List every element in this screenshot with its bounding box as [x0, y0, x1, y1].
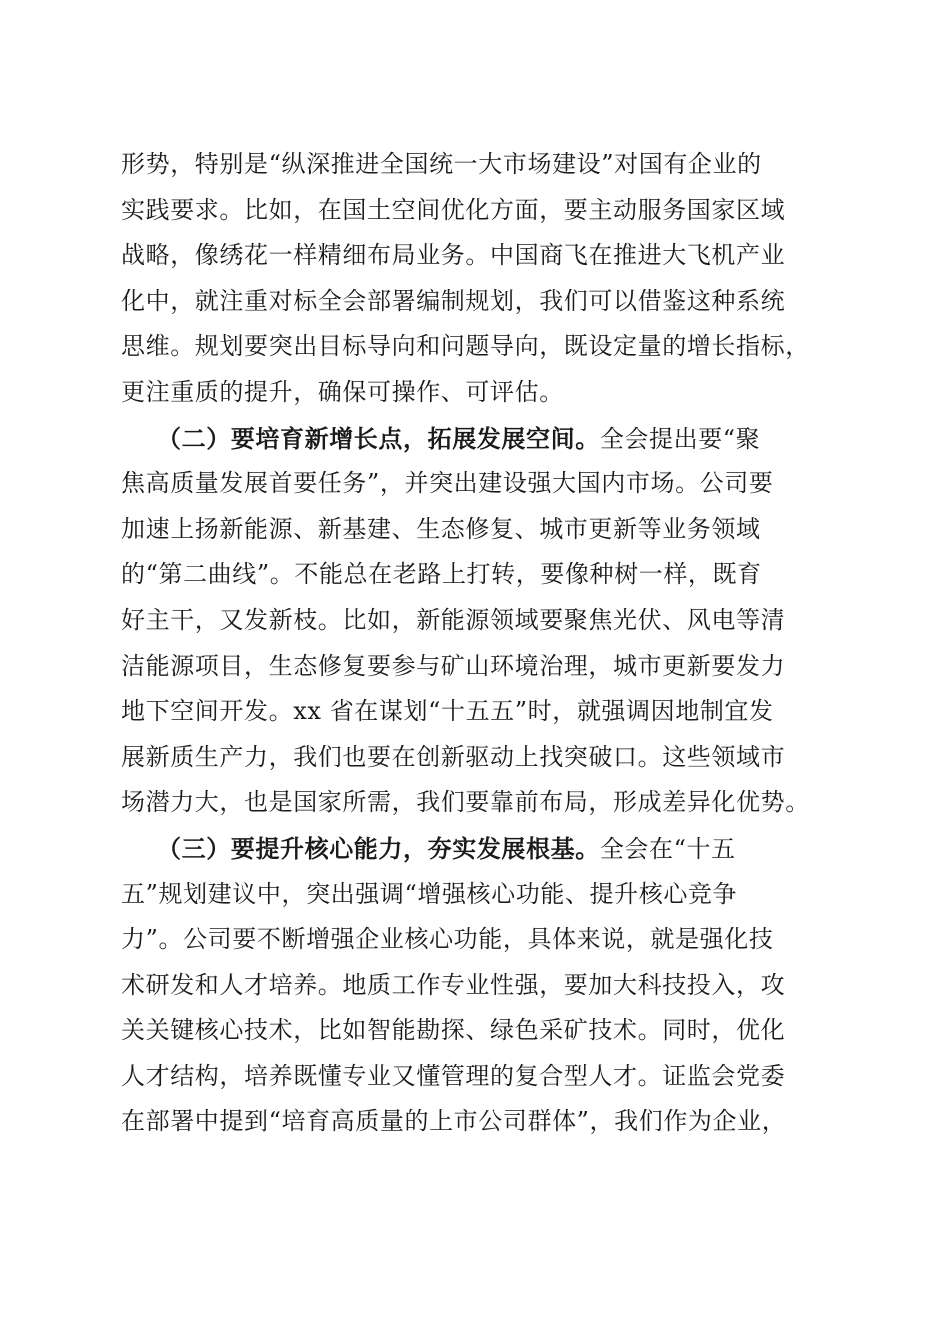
text-line: 化中，就注重对标全会部署编制规划，我们可以借鉴这种系统	[121, 286, 786, 315]
section-heading-2: （二）要培育新增长点，拓展发展空间。	[157, 423, 600, 453]
text-run: 全会在“十五	[599, 834, 736, 863]
text-line: 更注重质的提升，确保可操作、可评估。	[121, 377, 564, 406]
text-line: 五”规划建议中，突出强调“增强核心功能、提升核心竞争	[121, 879, 738, 908]
section-heading-line	[121, 416, 851, 462]
text-line: 场潜力大，也是国家所需，我们要靠前布局，形成差异化优势。	[121, 788, 810, 817]
text-line: 在部署中提到“培育高质量的上市公司群体”，我们作为企业，	[121, 1107, 787, 1136]
text-line: 人才结构，培养既懂专业又懂管理的复合型人才。证监会党委	[121, 1061, 786, 1090]
text-line: 焦高质量发展首要任务”，并突出建设强大国内市场。公司要	[121, 469, 774, 498]
section-heading-3: （三）要提升核心能力，夯实发展根基。	[157, 833, 600, 863]
text-line: 力”。公司要不断增强企业核心功能，具体来说，就是强化技	[121, 925, 774, 954]
text-line: 加速上扬新能源、新基建、生态修复、城市更新等业务领域	[121, 514, 761, 543]
text-line: 好主干，又发新枝。比如，新能源领域要聚焦光伏、风电等清	[121, 605, 786, 634]
text-line: 展新质生产力，我们也要在创新驱动上找突破口。这些领域市	[121, 742, 786, 771]
text-line: 关关键核心技术，比如智能勘探、绿色采矿技术。同时，优化	[121, 1016, 786, 1045]
text-run: 全会提出要“聚	[599, 424, 761, 453]
section-heading-line	[121, 826, 851, 872]
text-line: 洁能源项目，生态修复要参与矿山环境治理，城市更新要发力	[121, 651, 786, 680]
text-line: 战略，像绣花一样精细布局业务。中国商飞在推进大飞机产业	[121, 241, 786, 270]
text-line: 术研发和人才培养。地质工作专业性强，要加大科技投入，攻	[121, 970, 786, 999]
body-text	[121, 142, 851, 1145]
text-line: 实践要求。比如，在国土空间优化方面，要主动服务国家区域	[121, 195, 786, 224]
text-line: 的“第二曲线”。不能总在老路上打转，要像种树一样，既育	[121, 560, 762, 589]
text-line: 形势，特别是“纵深推进全国统一大市场建设”对国有企业的	[121, 150, 762, 178]
text-line: 思维。规划要突出目标导向和问题导向，既设定量的增长指标，	[121, 332, 810, 361]
text-line: 地下空间开发。xx 省在谋划“十五五”时，就强调因地制宜发	[121, 697, 774, 726]
